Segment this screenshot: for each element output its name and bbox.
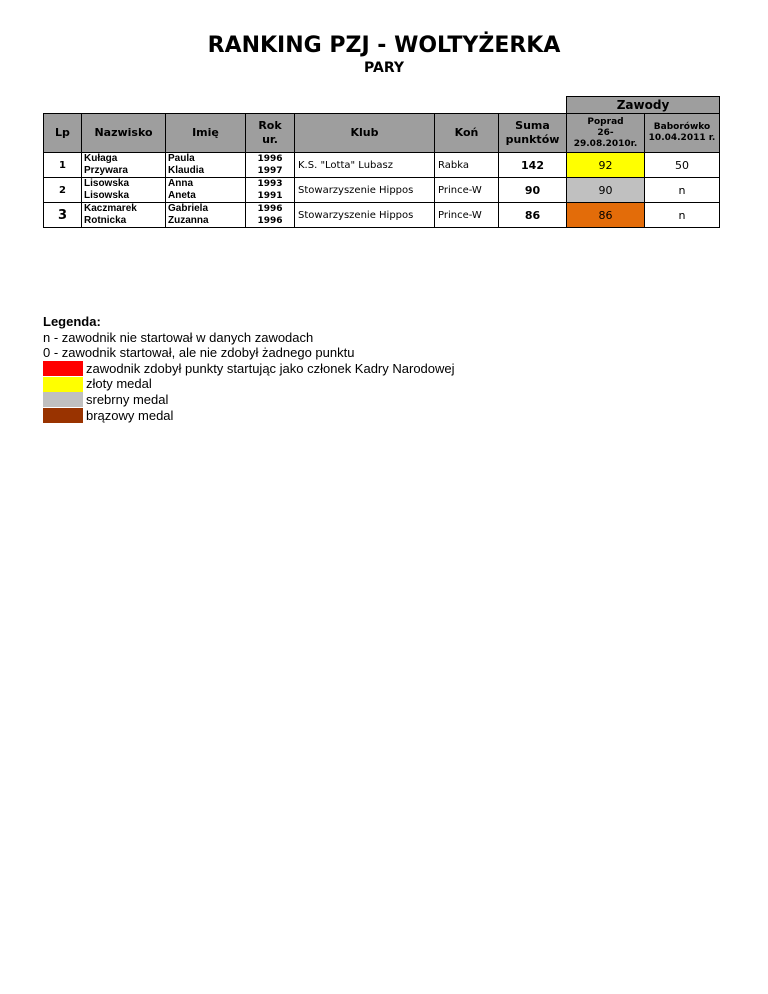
cell-baborowko-points: 50 xyxy=(645,153,720,178)
cell-club: K.S. "Lotta" Lubasz xyxy=(295,153,435,178)
table-row xyxy=(44,203,720,228)
cell-horse: Rabka xyxy=(435,153,499,178)
col-header-suma: Suma punktów xyxy=(499,114,567,153)
legend-label: srebrny medal xyxy=(86,391,169,407)
cell-baborowko-points: n xyxy=(645,203,720,228)
legend-swatch-gray xyxy=(43,392,83,407)
legend-item-silver xyxy=(43,392,455,408)
cell-years: 1993 1991 xyxy=(246,178,295,203)
cell-club: Stowarzyszenie Hippos xyxy=(295,203,435,228)
cell-poprad-points: 92 xyxy=(567,153,645,178)
legend-line-n: n - zawodnik nie startował w danych zawodach xyxy=(43,329,314,345)
cell-surnames: Kułaga Przywara xyxy=(82,153,166,178)
col-header-nazwisko: Nazwisko xyxy=(82,114,166,153)
col-header-poprad: Poprad 26- 29.08.2010r. xyxy=(567,114,645,153)
col-header-klub: Klub xyxy=(295,114,435,153)
table-row xyxy=(44,153,720,178)
cell-names: Anna Aneta xyxy=(166,178,246,203)
legend-swatch-yellow xyxy=(43,377,83,392)
col-header-imie: Imię xyxy=(166,114,246,153)
cell-horse: Prince-W xyxy=(435,178,499,203)
col-header-rok: Rok ur. xyxy=(246,114,295,153)
legend xyxy=(43,314,455,423)
cell-years: 1996 1997 xyxy=(246,153,295,178)
cell-lp: 3 xyxy=(44,203,82,228)
page-title: RANKING PZJ - WOLTYŻERKA xyxy=(207,33,561,58)
cell-lp: 2 xyxy=(44,178,82,203)
legend-label: zawodnik zdobył punkty startując jako członek Kadry Narodowej xyxy=(86,360,455,376)
cell-names: Gabriela Zuzanna xyxy=(166,203,246,228)
legend-swatch-red xyxy=(43,361,83,376)
page-subtitle: PARY xyxy=(364,60,404,76)
ranking-table xyxy=(43,96,720,228)
group-header-zawody: Zawody xyxy=(567,97,720,114)
cell-poprad-points: 86 xyxy=(567,203,645,228)
cell-horse: Prince-W xyxy=(435,203,499,228)
legend-title: Legenda: xyxy=(43,314,101,329)
cell-baborowko-points: n xyxy=(645,178,720,203)
cell-club: Stowarzyszenie Hippos xyxy=(295,178,435,203)
col-header-lp: Lp xyxy=(44,114,82,153)
cell-lp: 1 xyxy=(44,153,82,178)
cell-surnames: Kaczmarek Rotnicka xyxy=(82,203,166,228)
legend-line-0: 0 - zawodnik startował, ale nie zdobył żadnego punktu xyxy=(43,345,355,361)
legend-item-kadra xyxy=(43,361,455,377)
legend-label: brązowy medal xyxy=(86,407,174,423)
cell-sum: 90 xyxy=(499,178,567,203)
cell-poprad-points: 90 xyxy=(567,178,645,203)
legend-label: złoty medal xyxy=(86,376,152,392)
legend-item-bronze xyxy=(43,408,455,424)
col-header-kon: Koń xyxy=(435,114,499,153)
col-header-baborowko: Baborówko 10.04.2011 r. xyxy=(645,114,720,153)
cell-names: Paula Klaudia xyxy=(166,153,246,178)
legend-item-gold xyxy=(43,376,455,392)
cell-years: 1996 1996 xyxy=(246,203,295,228)
cell-sum: 86 xyxy=(499,203,567,228)
legend-swatch-brown xyxy=(43,408,83,423)
cell-sum: 142 xyxy=(499,153,567,178)
cell-surnames: Lisowska Lisowska xyxy=(82,178,166,203)
table-row xyxy=(44,178,720,203)
